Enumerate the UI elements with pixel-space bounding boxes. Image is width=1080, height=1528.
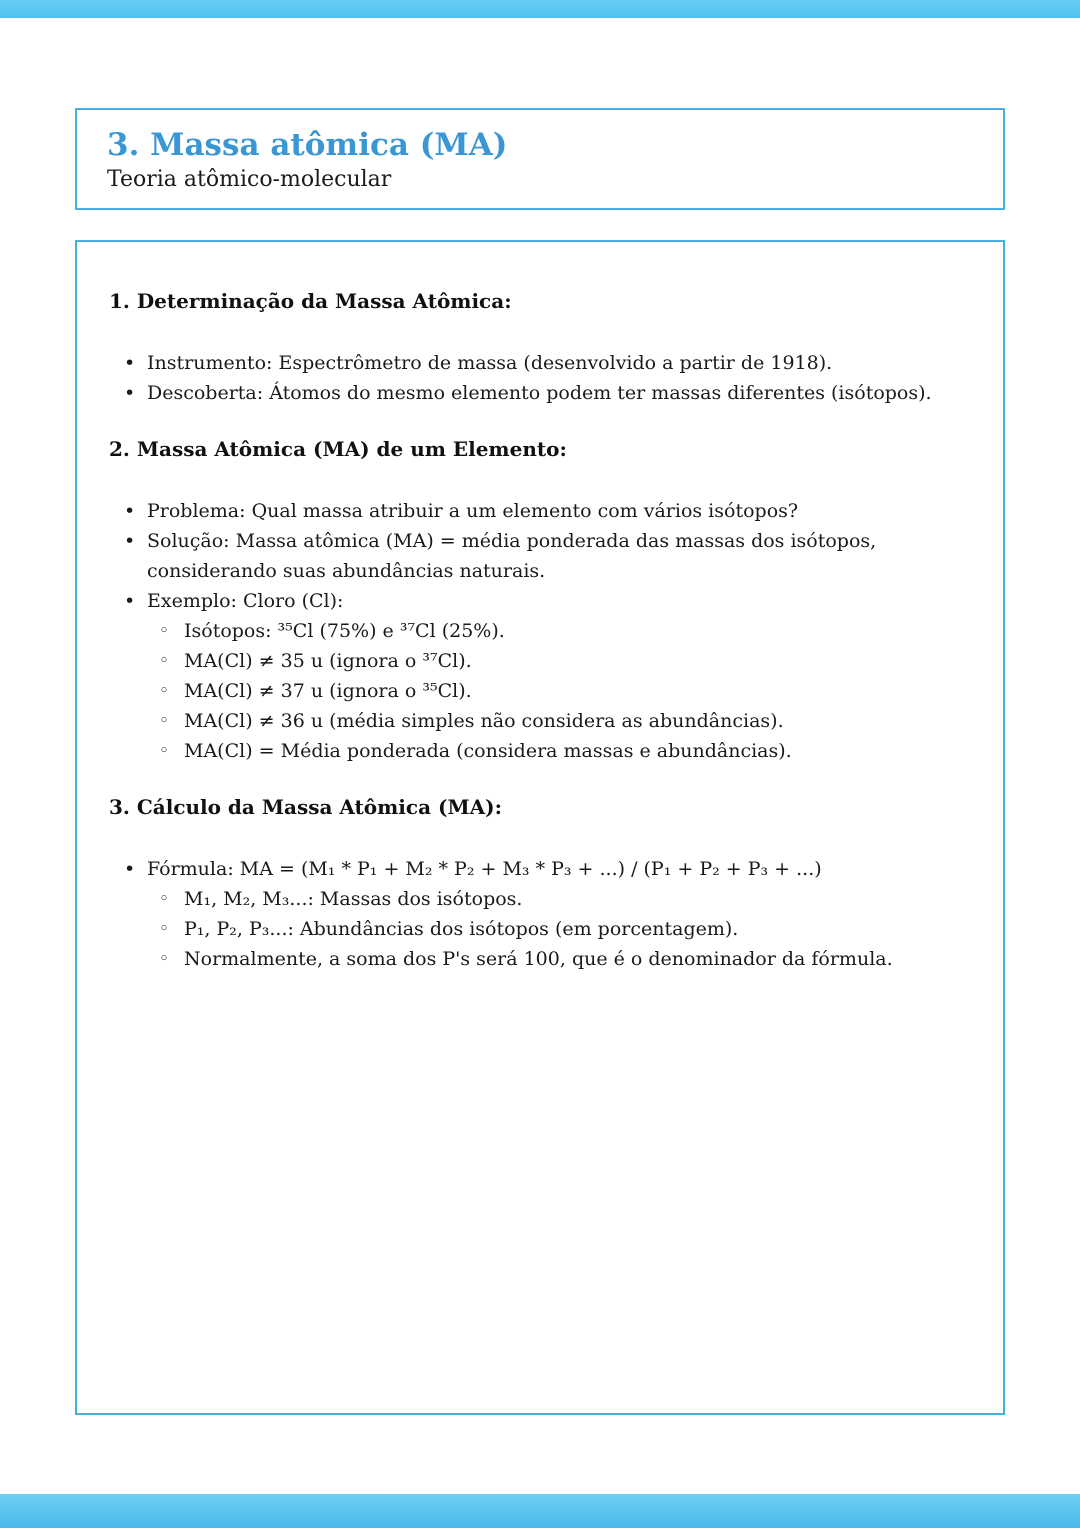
page-title: 3. Massa atômica (MA) bbox=[107, 127, 508, 163]
list-item bbox=[109, 586, 963, 766]
list-item bbox=[109, 854, 963, 974]
list-item bbox=[109, 526, 963, 586]
sub-list-item-text: MA(Cl) ≠ 37 u (ignora o ³⁵Cl). bbox=[184, 680, 472, 702]
sub-list-item-text: MA(Cl) ≠ 36 u (média simples não considera as abundâncias). bbox=[184, 710, 784, 732]
sub-list-item-text: Normalmente, a soma dos P's será 100, que é o denominador da fórmula. bbox=[184, 948, 893, 970]
section-2-list bbox=[109, 496, 963, 766]
sub-list-item-text: Isótopos: ³⁵Cl (75%) e ³⁷Cl (25%). bbox=[184, 620, 505, 642]
sub-list-item bbox=[147, 676, 963, 706]
section-heading-1: 1. Determinação da Massa Atômica: bbox=[109, 289, 512, 313]
sub-list-item bbox=[147, 914, 963, 944]
page-subtitle: Teoria atômico-molecular bbox=[107, 167, 392, 192]
sub-list-item bbox=[147, 616, 963, 646]
list-item-text: Solução: Massa atômica (MA) = média ponderada das massas dos isótopos, considerando suas abundâncias naturais. bbox=[147, 530, 877, 582]
list-item bbox=[109, 348, 963, 378]
sub-list-item-text: MA(Cl) = Média ponderada (considera massas e abundâncias). bbox=[184, 740, 792, 762]
content-card bbox=[75, 240, 1005, 1415]
sub-list-item-text: MA(Cl) ≠ 35 u (ignora o ³⁷Cl). bbox=[184, 650, 472, 672]
section-heading-3: 3. Cálculo da Massa Atômica (MA): bbox=[109, 795, 502, 819]
list-item-text: Descoberta: Átomos do mesmo elemento podem ter massas diferentes (isótopos). bbox=[147, 382, 932, 404]
list-item-text: Fórmula: MA = (M₁ * P₁ + M₂ * P₂ + M₃ * P₃ + ...) / (P₁ + P₂ + P₃ + ...) bbox=[147, 858, 822, 880]
sub-list-item bbox=[147, 944, 963, 974]
top-accent-bar bbox=[0, 0, 1080, 18]
section-3-list bbox=[109, 854, 963, 974]
sub-list-item bbox=[147, 706, 963, 736]
list-item-text: Problema: Qual massa atribuir a um elemento com vários isótopos? bbox=[147, 500, 799, 522]
sub-list-item bbox=[147, 646, 963, 676]
sub-list-item bbox=[147, 884, 963, 914]
sub-list-item-text: P₁, P₂, P₃...: Abundâncias dos isótopos (em porcentagem). bbox=[184, 918, 739, 940]
list-item bbox=[109, 496, 963, 526]
bottom-accent-bar bbox=[0, 1494, 1080, 1528]
header-card bbox=[75, 108, 1005, 210]
section-heading-2: 2. Massa Atômica (MA) de um Elemento: bbox=[109, 437, 567, 461]
list-item-text: Instrumento: Espectrômetro de massa (desenvolvido a partir de 1918). bbox=[147, 352, 833, 374]
list-item bbox=[109, 378, 963, 408]
list-item-text: Exemplo: Cloro (Cl): bbox=[147, 590, 344, 612]
section-3-sublist bbox=[147, 884, 963, 974]
section-1-list bbox=[109, 348, 963, 408]
section-2-sublist bbox=[147, 616, 963, 766]
sub-list-item bbox=[147, 736, 963, 766]
sub-list-item-text: M₁, M₂, M₃...: Massas dos isótopos. bbox=[184, 888, 523, 910]
